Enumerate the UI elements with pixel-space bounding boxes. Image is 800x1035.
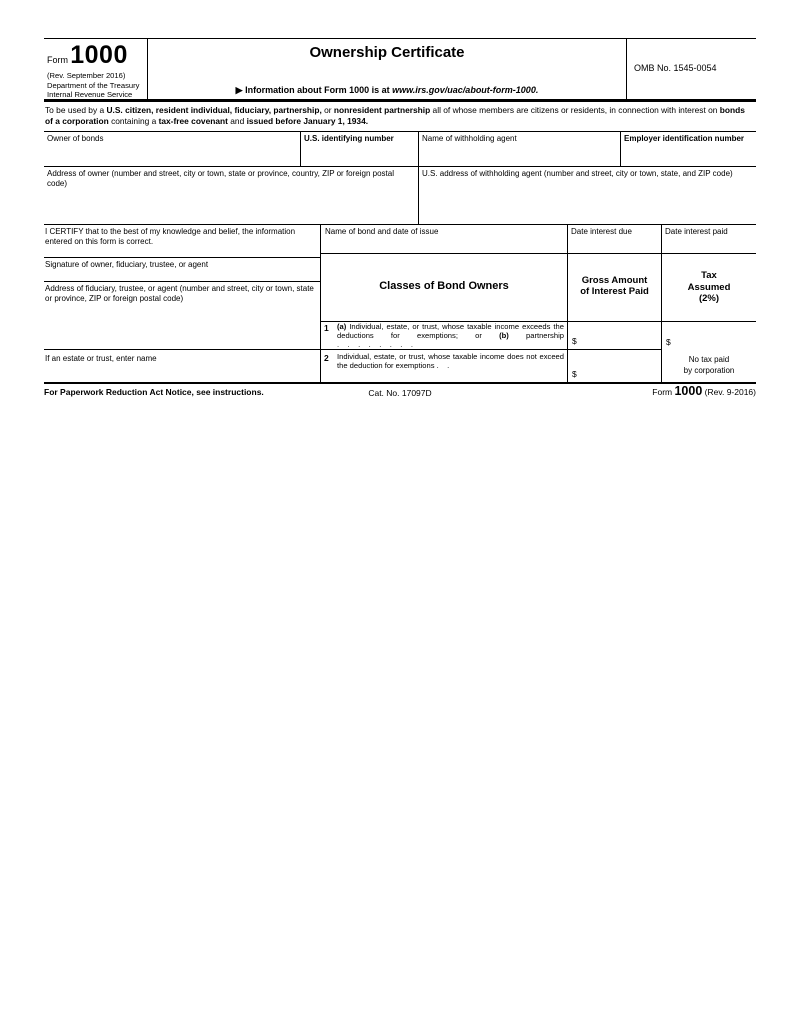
agent-address-field[interactable] [418,167,756,224]
catalog-number: Cat. No. 17097D [368,387,432,398]
owner-address-field[interactable] [44,167,418,224]
dollar-sign: $ [572,336,577,347]
instructions-text: To be used by a U.S. citizen, resident individual, fiduciary, partnership, or nonresident partnership all of whose members are citizens or residents, in connection with interest on bonds of a corporation containing a tax-free covenant and issued before January 1, 1934. [44,102,756,132]
date-interest-due-field[interactable] [567,225,661,253]
tax-assumed-header: Tax Assumed (2%) [661,254,756,321]
bond-table [320,225,756,382]
gross-amount-column [567,322,661,382]
line-1-gross-amount-field[interactable] [568,322,661,350]
certification-column [44,225,320,382]
footer-form-id: Form 1000 (Rev. 9-2016) [652,383,756,398]
estate-name-label: If an estate or trust, enter name [45,353,157,363]
field-row-1 [44,132,756,167]
fiduciary-address-label: Address of fiduciary, trustee, or agent (number and street, city or town, state or province, ZIP or foreign postal code) [45,283,314,303]
paperwork-notice: For Paperwork Reduction Act Notice, see instructions. [44,386,264,397]
line-2-tax-note: No tax paid by corporation [683,355,735,375]
page-title: Ownership Certificate [309,44,465,61]
bond-name-field[interactable] [321,225,567,253]
tax-assumed-column [661,322,756,382]
estate-name-field[interactable] [44,350,320,382]
us-identifying-number-label: U.S. identifying number [304,133,394,143]
form-header [44,38,756,102]
employer-id-number-label: Employer identification number [624,133,745,143]
line-2-number: 2 [324,352,329,363]
withholding-agent-name-label: Name of withholding agent [422,133,517,143]
line-2-gross-amount-field[interactable] [568,350,661,382]
info-url: www.irs.gov/uac/about-form-1000. [392,84,539,95]
omb-block [627,39,756,99]
dollar-sign: $ [666,337,671,348]
department-label: Department of the Treasury [47,80,140,90]
column-headers-row [321,254,756,322]
agency-label: Internal Revenue Service [47,89,133,99]
agent-address-label: U.S. address of withholding agent (number and street, city or town, state, and ZIP code) [422,168,733,178]
form-word: Form [47,55,68,65]
certify-statement: I CERTIFY that to the best of my knowledge and belief, the information entered on this form is correct. [44,225,320,258]
bond-table-header-row [321,225,756,254]
line-1-text: (a) Individual, estate, or trust, whose taxable income exceeds the deductions for exemptions; or (b) partnership . . . . . . . . [337,321,564,349]
lower-section [44,225,756,384]
form-number: 1000 [70,41,128,69]
arrow-icon: ▶ [235,84,246,95]
dollar-sign: $ [572,369,577,380]
date-interest-paid-label: Date interest paid [665,226,728,236]
form-title-block [148,39,627,99]
omb-number: OMB No. 1545-0054 [634,63,717,74]
bond-name-label: Name of bond and date of issue [325,226,439,236]
line-descriptions [321,322,567,382]
form-id-block [44,39,148,99]
line-1-description [321,322,567,350]
form-number-line [47,40,144,71]
info-line: ▶ Information about Form 1000 is at www.irs.gov/uac/about-form-1000. [235,84,539,95]
line-1-tax-assumed-field[interactable] [662,322,756,350]
us-identifying-number-field[interactable] [300,132,418,166]
line-2-description [321,350,567,382]
employer-id-number-field[interactable] [620,132,756,166]
classes-of-bond-owners-header: Classes of Bond Owners [379,280,509,293]
owner-of-bonds-label: Owner of bonds [47,133,104,143]
line-1-number: 1 [324,322,329,333]
signature-label: Signature of owner, fiduciary, trustee, or agent [45,259,209,269]
fiduciary-address-field[interactable] [44,282,320,350]
line-2-text: Individual, estate, or trust, whose taxable income does not exceed the deduction for exemptions . . [337,351,564,370]
form-1000 [44,38,756,402]
bond-owner-lines [321,322,756,382]
gross-amount-header: Gross Amount of Interest Paid [567,254,661,321]
field-row-2 [44,167,756,225]
date-interest-due-label: Date interest due [571,226,632,236]
form-footer [44,384,756,402]
owner-of-bonds-field[interactable] [44,132,300,166]
owner-address-label: Address of owner (number and street, city or town, state or province, country, ZIP or foreign postal code) [47,168,394,188]
withholding-agent-name-field[interactable] [418,132,620,166]
signature-field[interactable] [44,258,320,282]
form-revision: (Rev. September 2016) [47,71,126,81]
date-interest-paid-field[interactable] [661,225,756,253]
